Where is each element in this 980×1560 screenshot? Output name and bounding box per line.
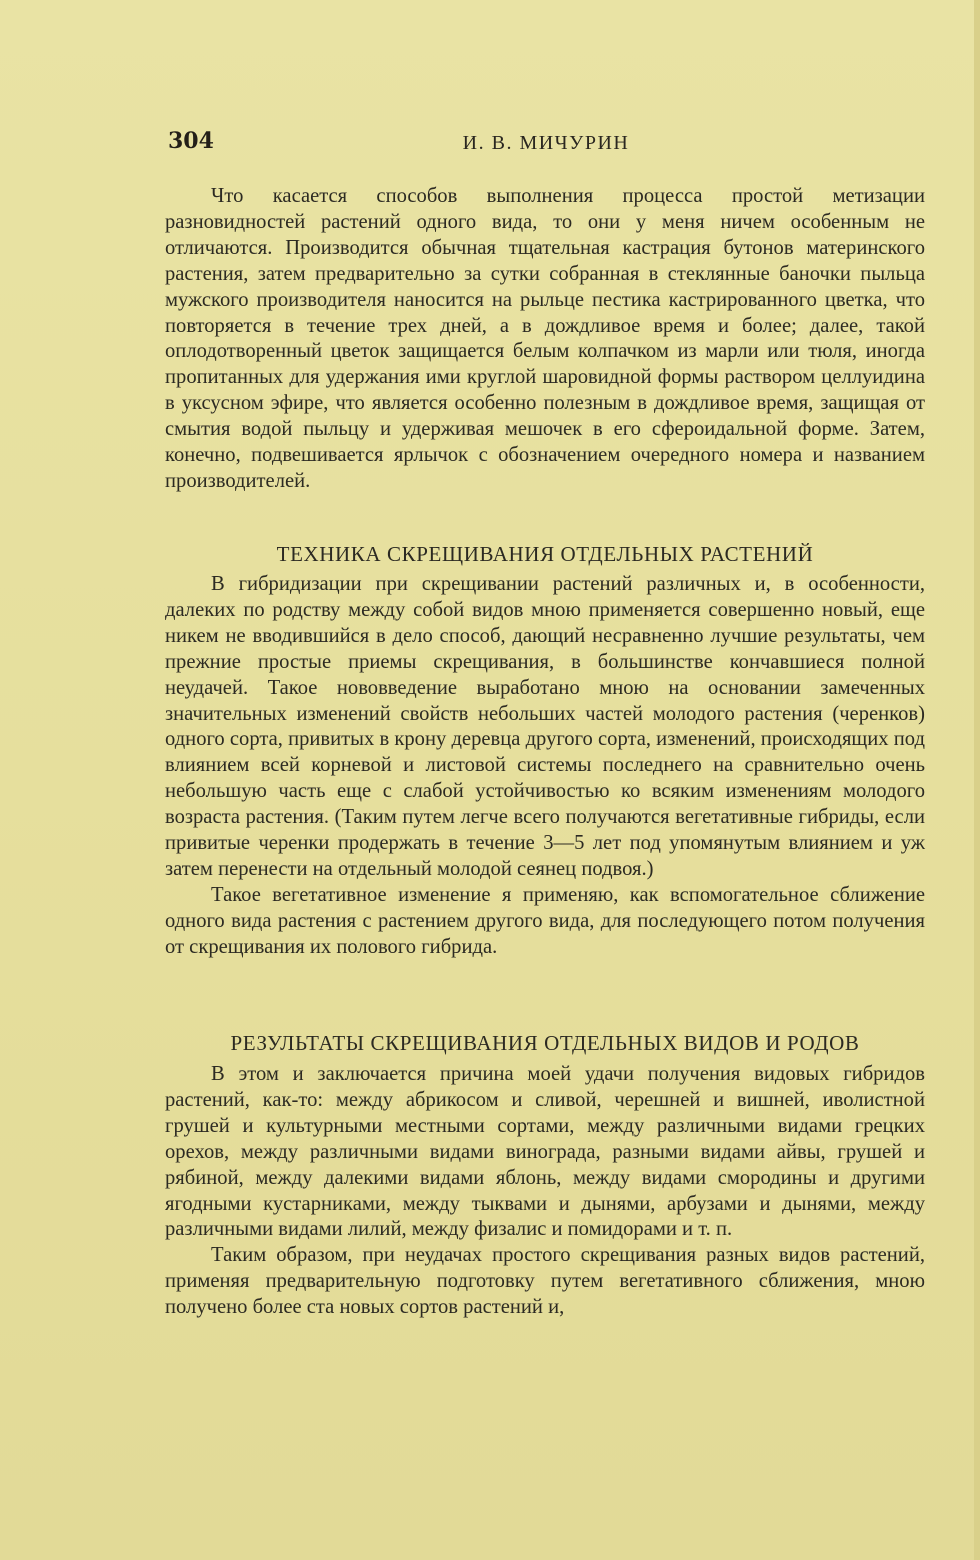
paragraph: Что касается способов выполнения процесса простой метизации разновидностей растений одного вида, то они у меня ничем особенным не отличаются. Производится обычная тщательная кастрация бутонов материнского растения, затем предварительно за сутки собранная в стеклянные баночки пыльца мужского производителя наносится на рыльце пестика кастрированного цветка, что повторяется в течение трех дней, а в дождливое время и более; далее, такой оплодотворенный цветок защищается белым колпачком из марли или тюля, иногда пропитанных для удержания ими круглой шаровидной формы раствором целлуидина в уксусном эфире, что является особенно полезным в дождливое время, защищая от смытия водой пыльцу и удерживая мешочек в его сфероидальной форме. Затем, конечно, подвешивается ярлычок с обозначением очередного номера и названием производителей.: [165, 185, 925, 492]
running-title: И. В. МИЧУРИН: [462, 132, 630, 154]
section-heading-technique: ТЕХНИКА СКРЕЩИВАНИЯ ОТДЕЛЬНЫХ РАСТЕНИЙ: [276, 542, 814, 566]
paragraph: Такое вегетативное изменение я применяю, как вспомогательное сближение одного вида растения с растением другого вида, для последующего потом получения от скрещивания их полового гибрида.: [165, 883, 925, 958]
paragraph: В этом и заключается причина моей удачи получения видовых гибридов растений, как-то: между абрикосом и сливой, черешней и вишней, иволистной грушей и культурными местными сортами, между различными видами грецких орехов, между различными видами винограда, разными видами айвы, грушей и рябиной, между далекими видами яблонь, между видами смородины и другими ягодными кустарниками, между тыквами и дынями, арбузами и дынями, между различными видами лилий, между физалис и помидорами и т. п.: [165, 1063, 925, 1241]
page-edge: [974, 0, 980, 1560]
section-heading-results: РЕЗУЛЬТАТЫ СКРЕЩИВАНИЯ ОТДЕЛЬНЫХ ВИДОВ И РОДОВ: [230, 1031, 860, 1055]
intro-text: [165, 184, 925, 495]
paragraph: Таким образом, при неудачах простого скрещивания разных видов растений, применяя предварительную подготовку путем вегетативного сближения, мною получено более ста новых сортов растений и,: [165, 1244, 925, 1319]
section-technique-text: [165, 572, 925, 961]
page-header: [168, 128, 924, 162]
section-results-text: [165, 1062, 925, 1321]
page-number: 304: [168, 128, 214, 154]
paragraph: В гибридизации при скрещивании растений различных и, в особенности, далеких по родству между собой видов мною применяется совершенно новый, еще никем не вводившийся в дело способ, дающий несравненно лучшие результаты, чем прежние простые приемы скрещивания, в большинстве кончавшиеся полной неудачей. Такое нововведение выработано мною на основании замеченных значительных изменений свойств небольших частей молодого растения (черенков) одного сорта, привитых в крону деревца другого сорта, изменений, происходящих под влиянием всей корневой и листовой системы последнего на сравнительно очень небольшую часть еще с слабой устойчивостью ко всяким изменениям молодого возраста растения. (Таким путем легче всего получаются вегетативные гибриды, если привитые черенки продержать в течение 3—5 лет под упомянутым влиянием и уж затем перенести на отдельный молодой сеянец подвоя.): [165, 573, 925, 880]
